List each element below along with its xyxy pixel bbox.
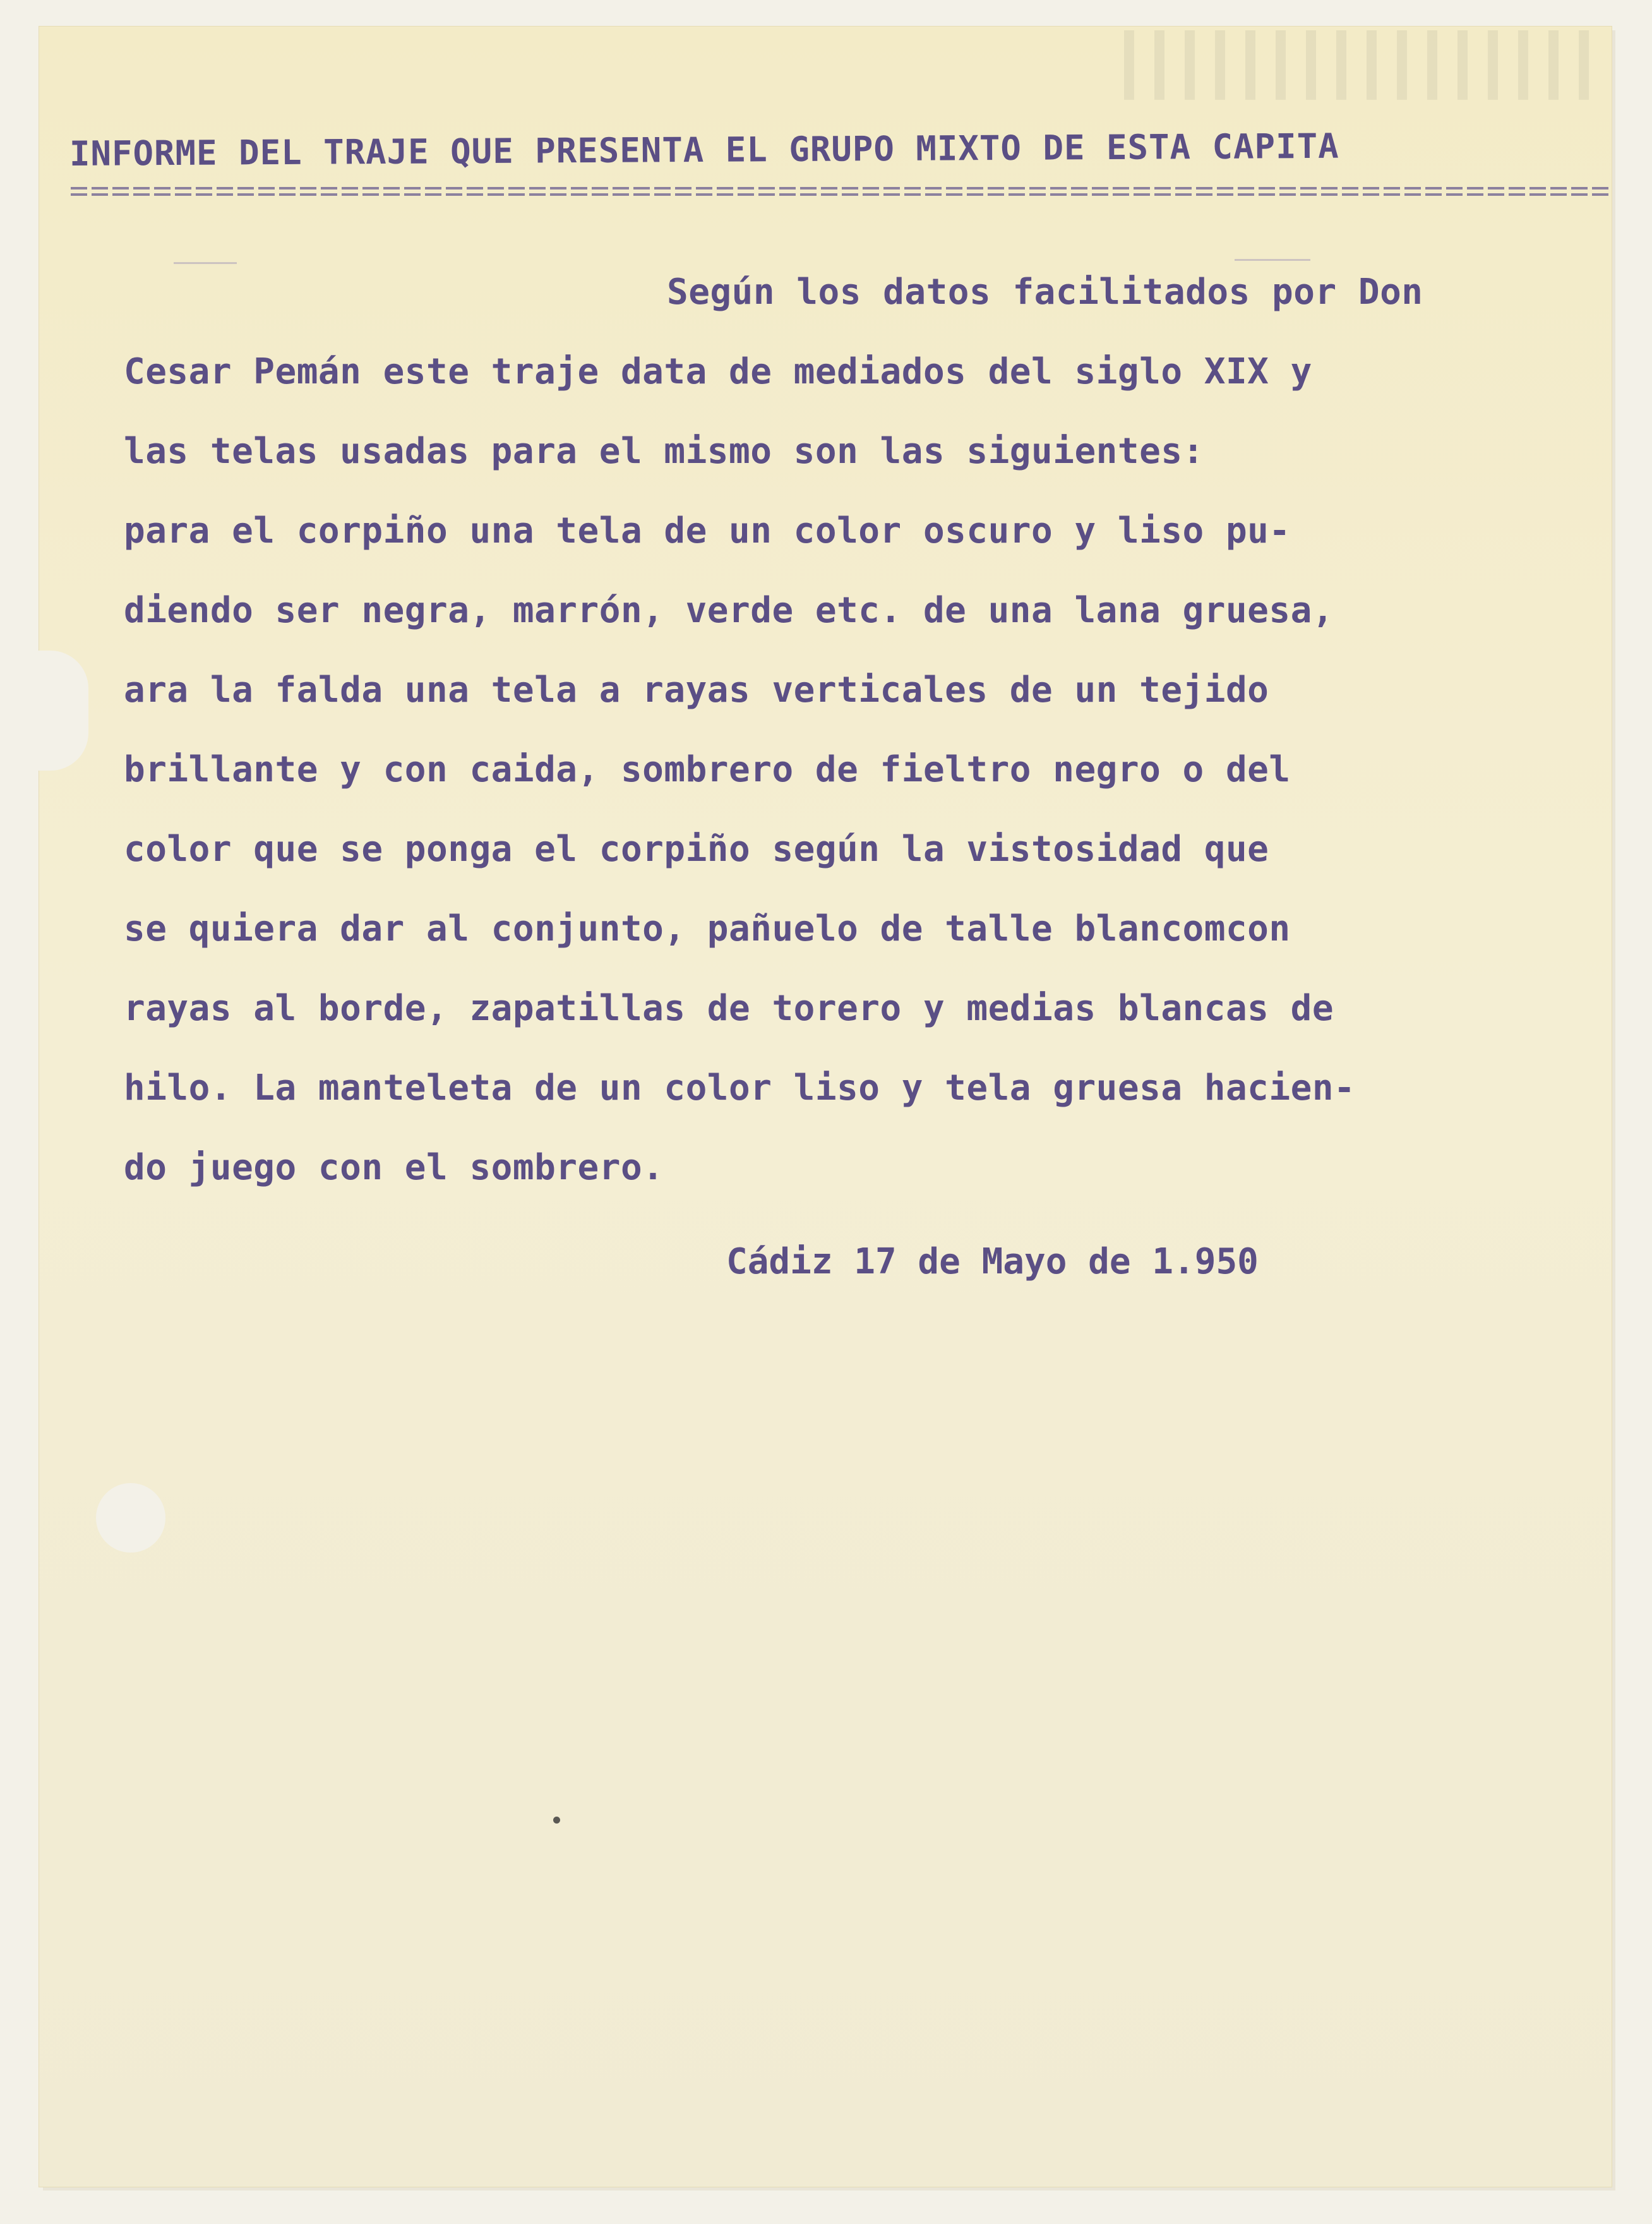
- ink-mark: [174, 262, 237, 264]
- ink-mark: [1235, 259, 1310, 261]
- body-line: brillante y con caida, sombrero de fieltro negro o del: [124, 749, 1291, 790]
- body-line: diendo ser negra, marrón, verde etc. de una lana gruesa,: [124, 590, 1334, 631]
- body-line: rayas al borde, zapatillas de torero y medias blancas de: [124, 988, 1334, 1029]
- body-line: se quiera dar al conjunto, pañuelo de talle blancomcon: [124, 908, 1291, 949]
- body-line: Cesar Pemán este traje data de mediados del siglo XIX y: [124, 351, 1312, 392]
- document-title: INFORME DEL TRAJE QUE PRESENTA EL GRUPO MIXTO DE ESTA CAPITA: [69, 126, 1339, 174]
- body-line: color que se ponga el corpiño según la vistosidad que: [124, 829, 1269, 870]
- body-line: do juego con el sombrero.: [124, 1147, 664, 1188]
- punch-hole: [96, 1483, 165, 1553]
- body-line: Según los datos facilitados por Don: [667, 272, 1423, 313]
- body-line: para el corpiño una tela de un color oscuro y liso pu-: [124, 510, 1291, 551]
- torn-edge: [32, 651, 88, 771]
- title-double-underline: [71, 187, 1608, 201]
- signoff-date: Cádiz 17 de Mayo de 1.950: [726, 1241, 1259, 1282]
- body-line: ara la falda una tela a rayas verticales de un tejido: [124, 670, 1269, 711]
- faded-stamp: [1124, 30, 1604, 100]
- ink-dot: [553, 1817, 560, 1824]
- body-line: las telas usadas para el mismo son las siguientes:: [124, 431, 1204, 472]
- body-line: hilo. La manteleta de un color liso y tela gruesa hacien-: [124, 1067, 1356, 1109]
